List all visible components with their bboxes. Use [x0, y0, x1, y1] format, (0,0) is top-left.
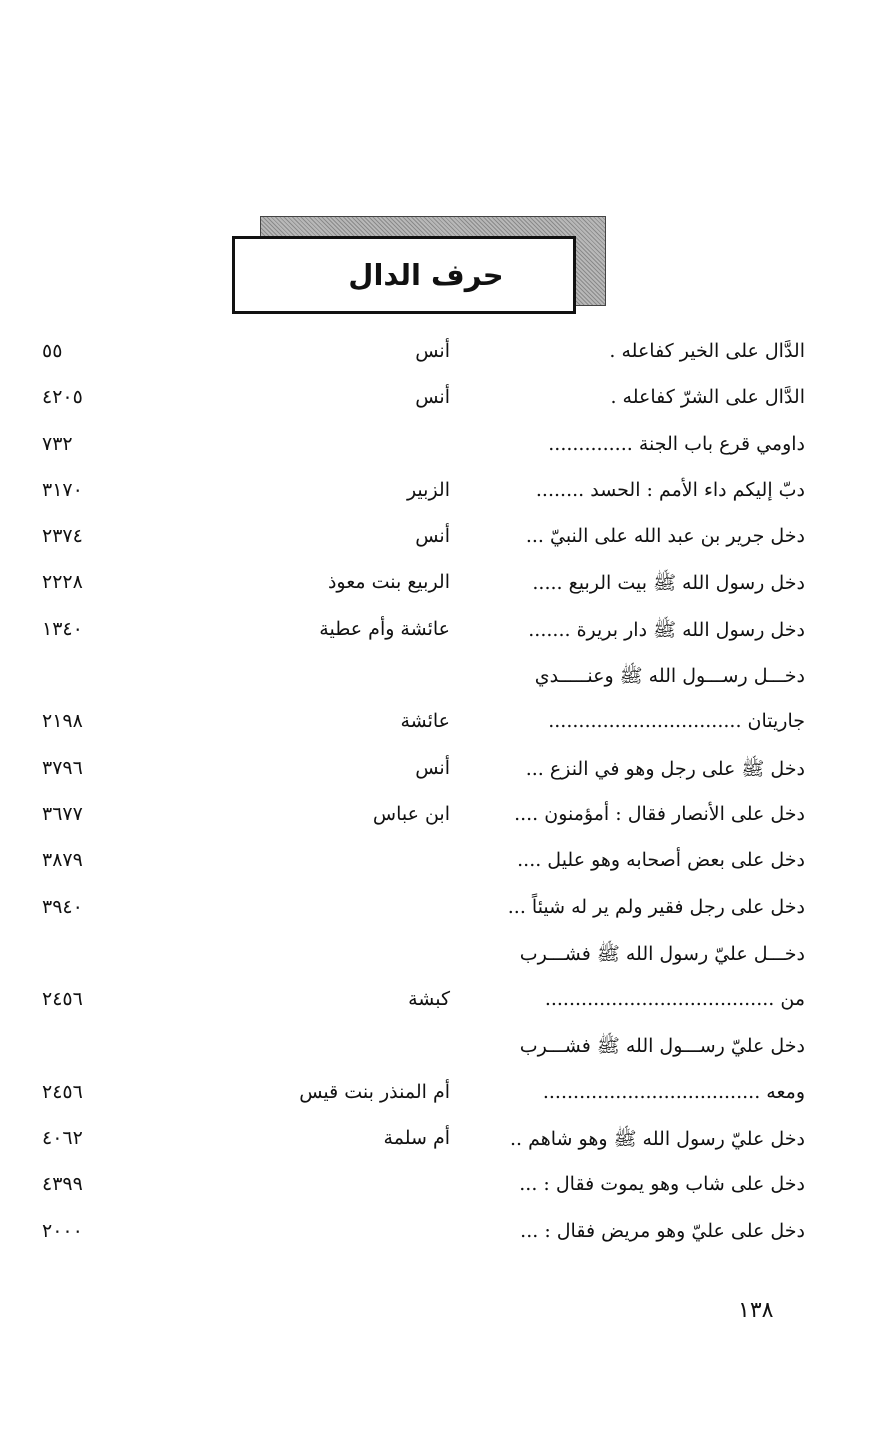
entry-title: دخل عليّ رسول الله ﷺ وهو شاهم .. [509, 1128, 805, 1151]
entry-narrator: الربيع بنت معوذ [327, 571, 450, 594]
entry-title: دخـــل رســـول الله ﷺ وعنـــــدي [534, 665, 805, 688]
entry-title: دخل على عليّ وهو مريض فقال : ... [520, 1219, 805, 1242]
entry-title: دخل ﷺ على رجل وهو في النزع ... [525, 757, 805, 780]
index-list [0, 332, 891, 1258]
index-row [0, 702, 891, 748]
section-title: حرف الدال [348, 258, 504, 292]
index-row [0, 1212, 891, 1258]
entry-narrator: أنس [415, 525, 450, 548]
entry-number: ٣٩٤٠ [42, 895, 83, 918]
entry-narrator: أم المنذر بنت قيس [299, 1080, 450, 1103]
index-row [0, 517, 891, 563]
entry-title: الدَّال على الخير كفاعله . [609, 340, 805, 362]
entry-narrator: أنس [415, 756, 450, 779]
index-row [0, 980, 891, 1026]
entry-title: دخل جرير بن عبد الله على النبيّ ... [525, 525, 805, 548]
entry-title: الدَّال على الشرّ كفاعله . [610, 386, 805, 409]
entry-title: من ...................................... [544, 988, 805, 1011]
entry-number: ٤٣٩٩ [42, 1173, 83, 1196]
section-header [232, 216, 604, 320]
index-row [0, 471, 891, 517]
index-row [0, 610, 891, 656]
entry-narrator: كبشة [408, 988, 450, 1011]
entry-number: ٣١٧٠ [42, 478, 83, 501]
index-row [0, 1073, 891, 1119]
entry-title: داومي قرع باب الجنة .............. [548, 432, 805, 455]
entry-title: دخل رسول الله ﷺ بيت الربيع ..... [532, 572, 805, 595]
entry-title: جاريتان ................................ [548, 710, 805, 733]
entry-number: ٤٢٠٥ [42, 386, 83, 409]
entry-number: ٣٨٧٩ [42, 849, 83, 872]
entry-number: ٥٥ [42, 340, 63, 362]
index-row [0, 1026, 891, 1072]
entry-title: دخل على رجل فقير ولم ير له شيئاً ... [507, 895, 805, 918]
index-row [0, 1119, 891, 1165]
index-row [0, 1165, 891, 1211]
entry-narrator: عائشة [400, 710, 450, 733]
entry-number: ٧٣٢ [42, 432, 73, 455]
entry-number: ٢٤٥٦ [42, 988, 83, 1011]
entry-number: ٢٤٥٦ [42, 1080, 83, 1103]
index-row [0, 888, 891, 934]
index-row [0, 749, 891, 795]
index-row [0, 563, 891, 609]
entry-title: دخل عليّ رســـول الله ﷺ فشـــرب [519, 1035, 805, 1058]
index-row [0, 656, 891, 702]
entry-narrator: الزبير [406, 478, 450, 501]
entry-number: ٢٠٠٠ [42, 1219, 83, 1242]
entry-narrator: ابن عباس [372, 802, 450, 825]
index-row [0, 332, 891, 378]
entry-title: دبّ إليكم داء الأمم : الحسد ........ [535, 478, 805, 501]
entry-number: ٤٠٦٢ [42, 1127, 83, 1150]
entry-narrator: أنس [415, 386, 450, 409]
index-row [0, 934, 891, 980]
index-row [0, 795, 891, 841]
entry-number: ٢٢٢٨ [42, 571, 83, 594]
entry-narrator: عائشة وأم عطية [319, 617, 450, 640]
entry-title: دخل على شاب وهو يموت فقال : ... [519, 1173, 805, 1196]
entry-narrator: أنس [415, 340, 450, 362]
entry-number: ١٣٤٠ [42, 617, 83, 640]
entry-title: دخـــل عليّ رسول الله ﷺ فشـــرب [519, 942, 805, 965]
index-row [0, 378, 891, 424]
entry-title: دخل رسول الله ﷺ دار بريرة ....... [528, 618, 805, 641]
entry-number: ٢٣٧٤ [42, 525, 83, 548]
entry-title: ومعه .................................... [542, 1080, 805, 1103]
entry-title: دخل على الأنصار فقال : أمؤمنون .... [514, 802, 805, 825]
index-row [0, 425, 891, 471]
entry-narrator: أم سلمة [383, 1127, 450, 1150]
header-box [232, 236, 576, 314]
page-number: ١٣٨ [738, 1298, 774, 1323]
entry-title: دخل على بعض أصحابه وهو عليل .... [517, 849, 805, 872]
index-row [0, 841, 891, 887]
entry-number: ٣٦٧٧ [42, 802, 83, 825]
entry-number: ٢١٩٨ [42, 710, 83, 733]
entry-number: ٣٧٩٦ [42, 756, 83, 779]
